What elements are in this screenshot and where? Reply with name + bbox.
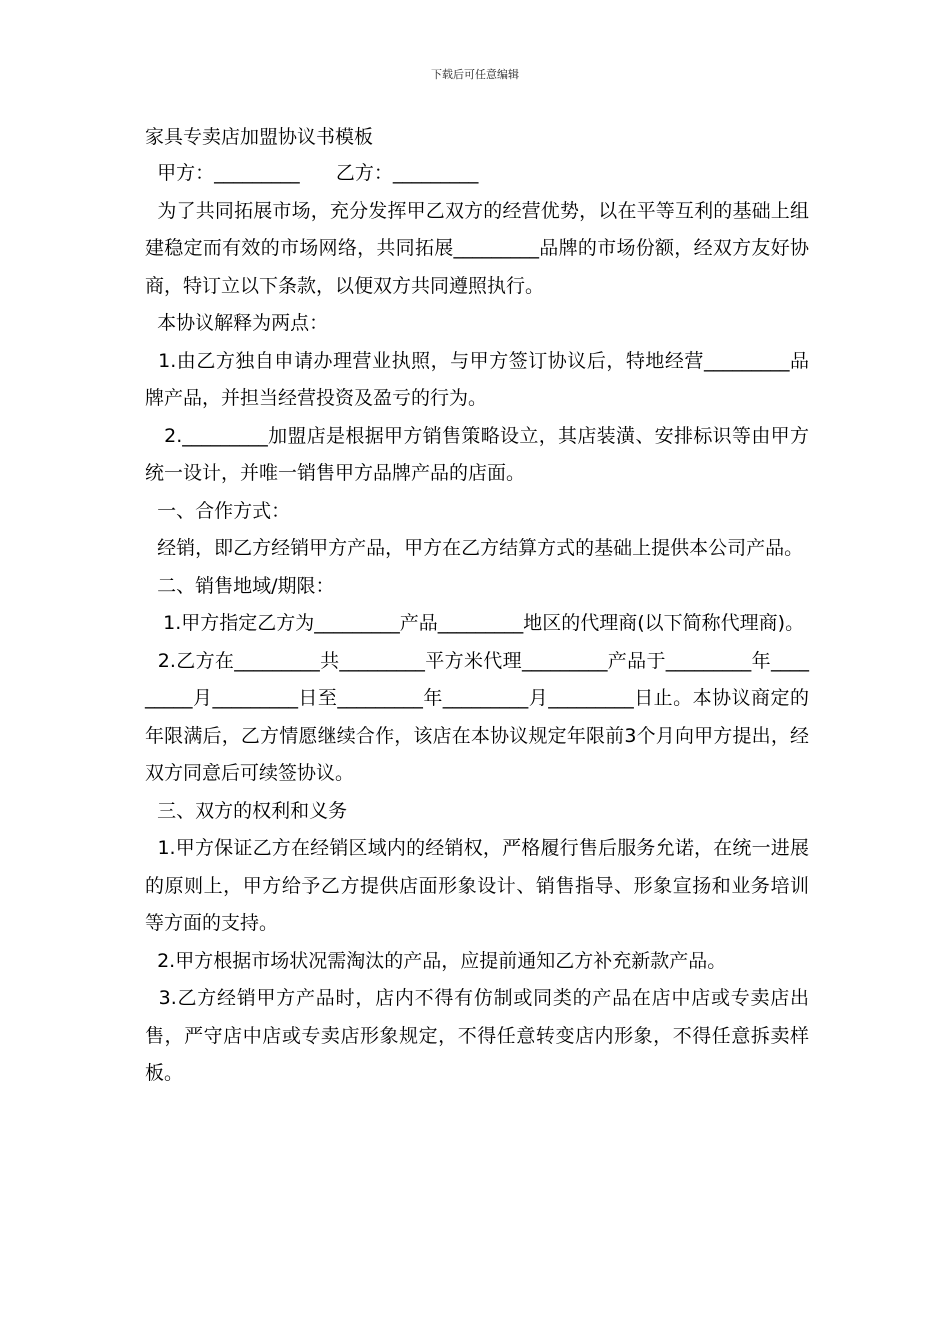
section-2-item-2: 2.乙方在_________共_________平方米代理_________产品于_________年_________月_________日至_________年_________月_________日止。本协议商定的年限满后，乙方情愿继续合作，该店在本协议规定年限前3个月向甲方提出，经双方同意后可续签协议。 [145, 649, 809, 784]
interpretation-item-1: 1.由乙方独自申请办理营业执照，与甲方签订协议后，特地经营_________品牌产品，并担当经营投资及盈亏的行为。 [145, 349, 809, 409]
section-3-heading: 三、双方的权利和义务 [145, 799, 348, 822]
header-note: 下载后可任意编辑 [431, 68, 519, 81]
parties-line: 甲方：_________ 乙方：_________ [145, 162, 479, 184]
section-2-item-1: 1.甲方指定乙方为_________产品_________地区的代理商(以下简称代理商)。 [145, 612, 805, 634]
interpretation-heading: 本协议解释为两点： [145, 312, 329, 334]
interpretation-item-2: 2._________加盟店是根据甲方销售策略设立，其店装潢、安排标识等由甲方统一设计，并唯一销售甲方品牌产品的店面。 [145, 424, 809, 484]
preamble-paragraph: 为了共同拓展市场，充分发挥甲乙双方的经营优势，以在平等互利的基础上组建稳定而有效的市场网络，共同拓展_________品牌的市场份额，经双方友好协商，特订立以下条款，以便双方共同遵照执行。 [145, 199, 809, 297]
document-body [145, 155, 809, 1093]
section-3-item-2: 2.甲方根据市场状况需淘汰的产品，应提前通知乙方补充新款产品。 [145, 949, 727, 972]
section-1-heading: 一、合作方式： [145, 499, 291, 522]
section-3-item-3: 3.乙方经销甲方产品时，店内不得有仿制或同类的产品在店中店或专卖店出售，严守店中店或专卖店形象规定，不得任意转变店内形象，不得任意拆卖样板。 [145, 987, 809, 1084]
section-2-heading: 二、销售地域/期限： [145, 574, 335, 597]
section-1-paragraph: 经销，即乙方经销甲方产品，甲方在乙方结算方式的基础上提供本公司产品。 [145, 537, 804, 559]
document-title: 家具专卖店加盟协议书模板 [145, 126, 374, 148]
section-3-item-1: 1.甲方保证乙方在经销区域内的经销权，严格履行售后服务允诺，在统一进展的原则上，甲方给予乙方提供店面形象设计、销售指导、形象宣扬和业务培训等方面的支持。 [145, 837, 809, 934]
